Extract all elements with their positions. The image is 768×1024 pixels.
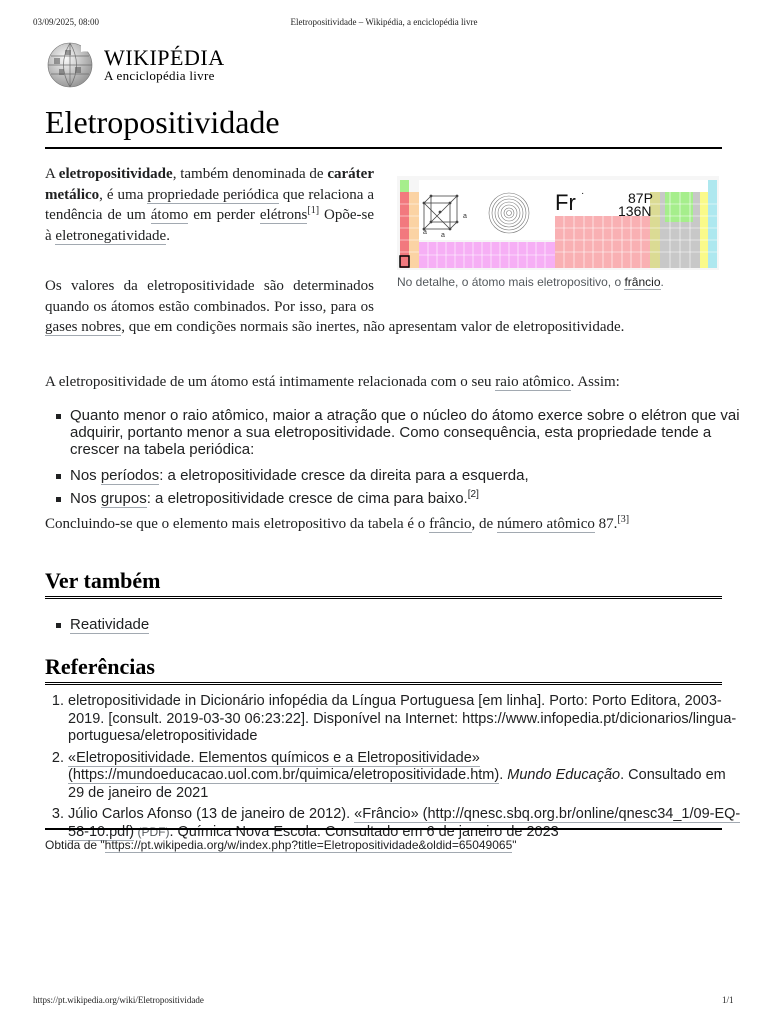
see-also-heading: Ver também xyxy=(45,568,722,599)
print-page-number: 1/1 xyxy=(722,995,734,1005)
list-item xyxy=(70,616,747,633)
atomo-link[interactable]: átomo xyxy=(150,207,189,223)
bullet-list-2 xyxy=(45,467,747,507)
element-symbol: Fr xyxy=(555,190,576,215)
conclusion-paragraph: Concluindo-se que o elemento mais eletropositivo da tabela é o frâncio, de número atômico 87.[3] xyxy=(45,514,630,532)
francio-link-2[interactable]: frâncio xyxy=(429,516,472,532)
print-date: 03/09/2025, 08:00 xyxy=(33,17,100,27)
periodic-table-image[interactable] xyxy=(397,176,719,270)
svg-text:a: a xyxy=(423,229,427,236)
mundo-educacao-link[interactable]: «Eletropositividade. Elementos químicos e a Eletropositividade» (https://mundoeducacao.uol.com.br/quimica/eletropositividade.htm) xyxy=(68,749,500,783)
reference-item: 3. Júlio Carlos Afonso (13 de janeiro de 2012). «Frâncio» (http://qnesc.sbq.org.br/online/qnesc34_1/09-EQ-58-10.pdf) (PDF). Química Nova Escola. Consultado em 6 de janeiro de 2023 xyxy=(68,806,745,841)
eletrons-link[interactable]: elétrons xyxy=(259,207,308,223)
svg-text:a: a xyxy=(463,213,467,220)
bullet-list xyxy=(45,407,747,458)
svg-text:·: · xyxy=(581,188,585,199)
list-item: Quanto menor o raio atômico, maior a atração que o núcleo do átomo exerce sobre o elétron que vai adquirir, portanto menor a sua eletropositividade. Como consequência, esta propriedade tende a crescer na tabela periódica: xyxy=(70,407,747,458)
ref-2[interactable]: [2] xyxy=(467,489,479,500)
proton-count: 87P xyxy=(628,190,653,206)
neutron-count: 136N xyxy=(618,203,652,219)
bottom-divider xyxy=(45,828,722,830)
wikipedia-wordmark[interactable]: WIKIPÉDIA xyxy=(104,45,225,70)
reference-item: 1. eletropositividade in Dicionário infopédia da Língua Portuguesa [em linha]. Porto: Porto Editora, 2003-2019. [consult. 2019-03-30 06:23:22]. Disponível na Internet: https://www.infopedia.pt/dicionarios/lingua-portuguesa/eletropositividade xyxy=(68,693,745,746)
svg-text:a: a xyxy=(441,232,445,239)
page-title: Eletropositividade xyxy=(45,104,722,149)
see-also-list xyxy=(45,616,747,633)
intro-paragraph: A eletropositividade, também denominada de caráter metálico, é uma propriedade periódica que relaciona a tendência de um átomo em perder elétrons[1] Opõe-se à eletronegatividade. xyxy=(45,166,375,244)
wikipedia-tagline: A enciclopédia livre xyxy=(104,68,215,83)
qnesc-link[interactable]: «Frâncio» (http://qnesc.sbq.org.br/online/qnesc34_1/09-EQ-58-10.pdf) xyxy=(68,806,741,840)
reatividade-link[interactable]: Reatividade xyxy=(70,616,150,633)
ref-3[interactable]: [3] xyxy=(617,514,630,525)
pdf-badge: (PDF) xyxy=(134,824,170,839)
figure-caption: No detalhe, o átomo mais eletropositivo, o frâncio. xyxy=(397,275,664,289)
paragraph-2-text: Os valores da eletropositividade são determinados quando os átomos estão combinados. Por isso, para os gases nobres, que em condições normais são inertes, não apresentam valor de eletropositividade. xyxy=(45,278,625,335)
references-list xyxy=(45,693,745,845)
wikipedia-globe-icon[interactable] xyxy=(45,42,95,88)
francio-link[interactable]: frâncio xyxy=(624,275,661,289)
list-item: Nos períodos: a eletropositividade cresce da direita para a esquerda, xyxy=(70,467,747,484)
print-title: Eletropositividade – Wikipédia, a enciclopédia livre xyxy=(290,17,478,27)
references-heading: Referências xyxy=(45,654,722,685)
permanent-link[interactable]: https://pt.wikipedia.org/w/index.php?title=Eletropositividade&oldid=65049065 xyxy=(104,838,513,852)
numero-atomico-link[interactable]: número atômico xyxy=(496,516,595,532)
propriedade-periodica-link[interactable]: propriedade periódica xyxy=(147,186,279,203)
eletronegatividade-link[interactable]: eletronegatividade xyxy=(55,227,167,244)
grupos-link[interactable]: grupos xyxy=(100,490,147,507)
print-url: https://pt.wikipedia.org/wiki/Eletropositividade xyxy=(33,995,204,1005)
raio-atomico-link[interactable]: raio atômico xyxy=(495,374,571,390)
infobox-figure xyxy=(397,176,722,289)
reference-item: 2. «Eletropositividade. Elementos químicos e a Eletropositividade» (https://mundoeducacao.uol.com.br/quimica/eletropositividade.htm). Mundo Educação. Consultado em 29 de janeiro de 2021 xyxy=(68,750,745,803)
gases-nobres-link[interactable]: gases nobres xyxy=(45,319,122,335)
retrieved-from: Obtida de "https://pt.wikipedia.org/w/index.php?title=Eletropositividade&oldid=65049065" xyxy=(45,838,517,852)
list-item: Nos grupos: a eletropositividade cresce de cima para baixo.[2] xyxy=(70,490,747,507)
paragraph-3: A eletropositividade de um átomo está intimamente relacionada com o seu raio atômico. Assim: xyxy=(45,374,620,390)
periodos-link[interactable]: períodos xyxy=(100,467,160,484)
ref-1[interactable]: [1] xyxy=(307,205,320,216)
